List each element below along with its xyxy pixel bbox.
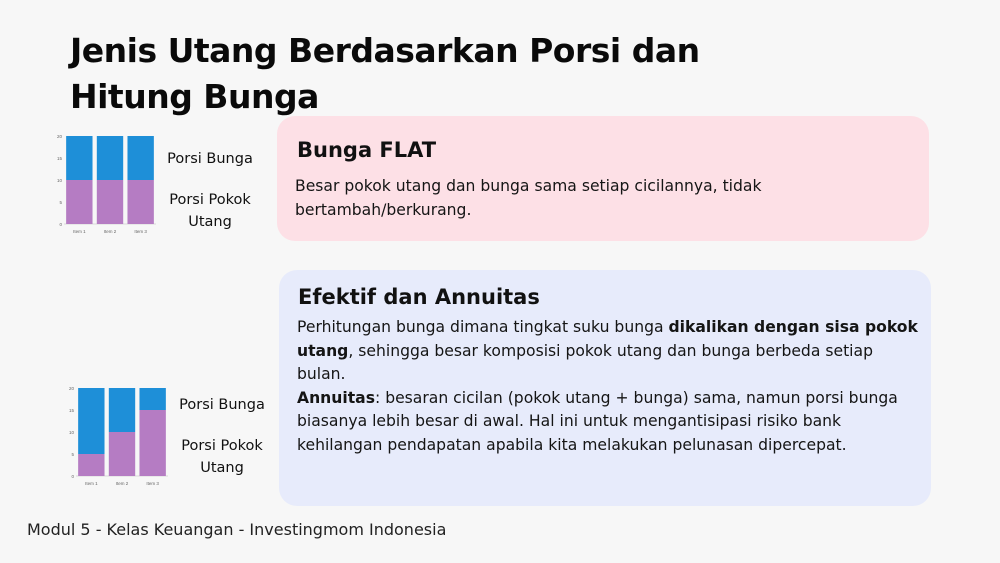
y-tick-label-0: 0 [71,473,74,479]
bar-segment-interest-3 [139,388,165,410]
effective-annuity-card [279,270,931,506]
y-tick-label-3: 15 [68,407,74,413]
x-tick-label-2: Item 2 [103,229,117,234]
flat-card-body: Besar pokok utang dan bunga sama setiap cicilannya, tidak bertambah/berkurang. [295,177,762,219]
bar-segment-principal-1 [66,180,92,224]
bar-segment-principal-1 [78,454,104,476]
bar-segment-principal-3 [139,410,165,476]
bar-segment-principal-2 [109,432,135,476]
legend-interest: Porsi Bunga [167,151,253,167]
bar-segment-interest-1 [78,388,104,454]
footer: Modul 5 - Kelas Keuangan - Investingmom Indonesia [27,520,447,539]
y-tick-label-4: 20 [68,385,74,391]
x-tick-label-1: Item 1 [85,481,98,486]
bar-segment-interest-2 [97,136,123,180]
bar-segment-principal-2 [97,180,123,224]
effective-card-title: Efektif dan Annuitas [298,285,540,309]
legend-interest: Porsi Bunga [179,397,265,413]
y-tick-label-4: 20 [56,133,62,139]
y-tick-label-2: 10 [68,429,74,435]
bar-segment-interest-3 [127,136,153,180]
legend-principal: Porsi Pokok Utang [169,192,251,230]
bar-segment-principal-3 [127,180,153,224]
bar-segment-interest-1 [66,136,92,180]
y-tick-label-0: 0 [59,221,62,227]
effective-card-body [297,316,922,457]
y-tick-label-2: 10 [56,177,62,183]
annuity-paragraph: Annuitas: besaran cicilan (pokok utang + bunga) sama, namun porsi bunga biasanya lebih besar di awal. Hal ini untuk mengantisipasi risiko bank kehilangan pendapatan apabila kita melakukan pelunasan dipercepat. [297,388,898,454]
y-tick-label-1: 5 [59,199,62,205]
legend-principal: Porsi Pokok Utang [181,438,263,476]
flat-interest-chart [54,132,160,236]
effective-interest-chart [66,384,172,488]
flat-card-title: Bunga FLAT [297,138,437,162]
x-tick-label-1: Item 1 [73,229,86,234]
bar-segment-interest-2 [109,388,135,432]
y-tick-label-3: 15 [56,155,62,161]
flat-legend [160,148,260,233]
flat-interest-card [277,116,929,241]
x-tick-label-3: Item 3 [134,229,147,234]
x-tick-label-2: Item 2 [115,481,129,486]
page-title: Jenis Utang Berdasarkan Porsi dan Hitung Bunga [70,31,700,116]
effective-legend [172,394,272,479]
effective-paragraph: Perhitungan bunga dimana tingkat suku bunga dikalikan dengan sisa pokok utang, sehingga besar komposisi pokok utang dan bunga berbeda setiap bulan. [297,318,918,383]
x-tick-label-3: Item 3 [146,481,159,486]
y-tick-label-1: 5 [71,451,74,457]
